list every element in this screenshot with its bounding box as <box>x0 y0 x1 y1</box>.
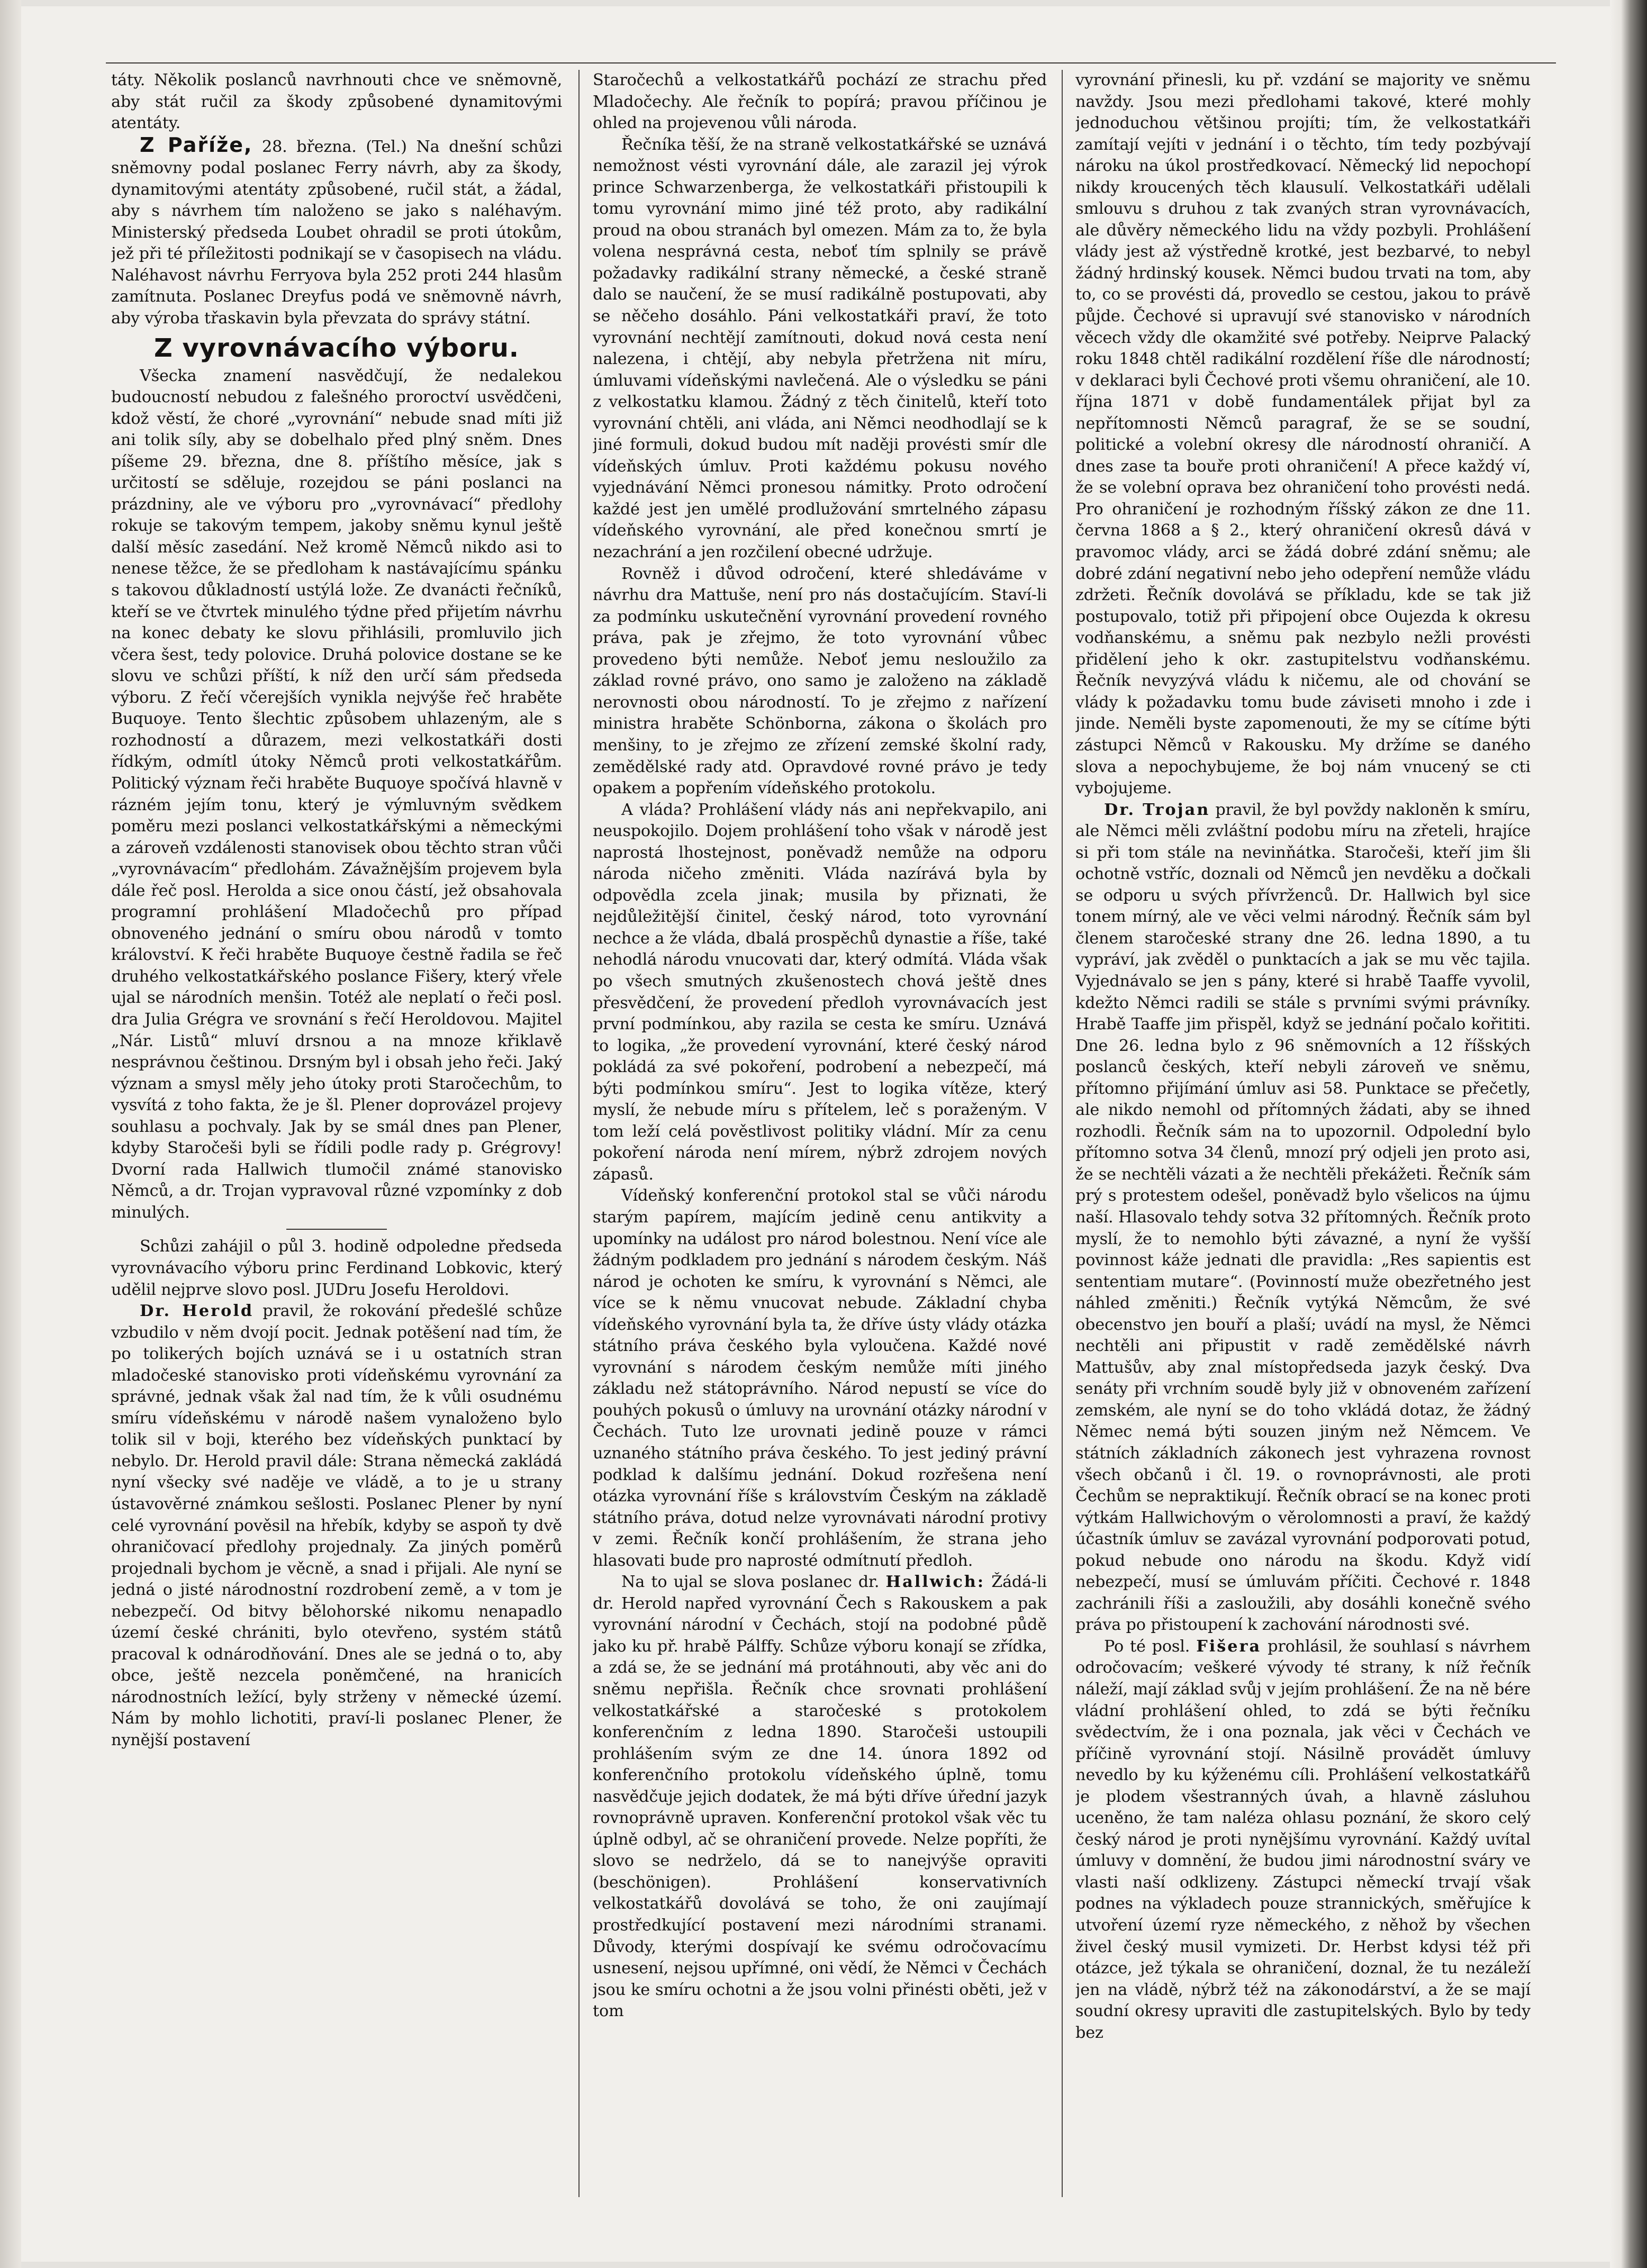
paragraph: A vláda? Prohlášení vlády nás ani nepřekvapilo, ani neuspokojilo. Dojem prohlášení toho však v národě jest naprostá lhostejnost, poněvadž nemůže na odporu národa ničeho změniti. Vláda nazírává byla by odpovědla zcela jinak; musila by přiznati, že nejdůležitější činitel, český národ, toto vyrovnání nechce a že vláda, dbalá prospěchů dynastie a říše, také nehodlá národu vnucovati dar, který odmítá. Vláda však po všech smutných zkušenostech chová ještě dnes přesvědčení, že provedení předloh vyrovnávacích jest první podmínkou, aby razila se cesta ke smíru. Uznává to logika, „že provedení vyrovnání, které český národ pokládá za své pokoření, podrobení a nebezpečí, má býti podmínkou smíru“. Jest to logika vítěze, který myslí, že nebude míru s přítelem, leč s poraženým. V tom leží celá pověstlivost politiky vládní. Mír za cenu pokoření národa není mírem, nýbrž zdrojem nových zápasů. <box>593 800 1047 1184</box>
speaker-name: Hallwich: <box>885 1573 985 1592</box>
paragraph-lead: Na to ujal se slova poslanec dr. <box>621 1573 880 1592</box>
paragraph: vyrovnání přinesli, ku př. vzdání se majority ve sněmu navždy. Jsou mezi předlohami takové, které mohly jednoduchou většinou projíti; tím, že velkostatkáři zamítají vejíti v jednání i o těchto, tím tedy pozbývají nároku na úkol prostředkovací. Německý lid nepochopí nikdy kroucených těch klausulí. Velkostatkáři udělali smlouvu s druhou z tak zvaných stran vyrovnávacích, ale důvěry německého lidu na vždy pozbyli. Prohlášení vlády jest až výstředně krotké, jest bezbarvé, to nebyl žádný hrdinský kousek. Němci budou trvati na tom, aby to, co se provésti dá, provedlo se cestou, jakou to právě půjde. Čechové si upravují své stanovisko v národních věcech vždy dle okamžité své potřeby. Neiprve Palacký roku 1848 chtěl radikální rozdělení říše dle národností; v deklaraci byli Čechové proti všemu ohraničení, ale 10. října 1871 v době fundamentálek přijat byl za nepřítomnosti Němců paragraf, že se se soudní, politické a volební okresy dle národností ohraničí. A dnes zase ta bouře proti ohraničení! A přece každý ví, že se volební oprava bez ohraničení toho provésti nedá. Pro ohraničení je rozhodným říšský zákon ze dne 11. června 1868 a § 2., který ohraničení okresů dává v pravomoc vlády, arci se žádá dobré zdání sněmu; ale dobré zdání negativní nebo jeho odepření nemůže vládu zdržeti. Řečník dovolává se příkladu, kde se tak již postupovalo, totiž při připojení obce Oujezda k okresu vodňanskému, a sněmu pak nezbylo nežli provésti přidělení jeho k okr. zastupitelstvu vodňanskému. Řečník nevyzývá vládu k ničemu, ale od chování se vlády k požadavku tomu bude záviseti mnoho i zde i jinde. Neměli byste zapomenouti, že my se cítíme býti zástupci Němců v Rakousku. My držíme se daného slova a nepochybujeme, že boj nám vnucený se cti vybojujeme. <box>1075 71 1531 798</box>
paragraph-lead: Po té posl. <box>1104 1637 1190 1656</box>
dateline: Z Paříže, <box>140 133 253 157</box>
top-rule <box>106 62 1556 63</box>
paragraph: táty. Několik poslanců navrhnouti chce ve sněmovně, aby stát ručil za škody způsobené dynamitovými atentáty. <box>111 71 562 133</box>
paragraph <box>1075 800 1531 1636</box>
paragraph <box>593 1572 1047 2022</box>
paragraph: Všecka znamení nasvědčují, že nedalekou budoucností nebudou z falešného proroctví usvědčeni, kdož věstí, že choré „vyrovnání“ nebude snad míti již ani tolik síly, aby se dobelhalo před plný sněm. Dnes píšeme 29. března, dne 8. příštího měsíce, jak s určitostí se sděluje, rozejdou se páni poslanci na prázdniny, ale ve výboru pro „vyrovnávací“ předlohy rokuje se takovým tempem, jakoby sněmu kynul ještě další měsíc zasedání. Než kromě Němců nikdo asi to nenese těžce, že se předloham k nastávajícímu spánku s takovou důkladností ustýlá lože. Ze dvanácti řečníků, kteří se ve čtvrtek minulého týdne před přijetím návrhu na konec debaty ke slovu přihlásili, promluvilo jich včera šest, tedy polovice. Druhá polovice dostane se ke slovu ve schůzi příští, k níž den určí sám předseda výboru. Z řečí včerejších vynikla nejvýše řeč hraběte Buquoye. Tento šlechtic způsobem uhlazeným, ale s rozhodností a důrazem, mezi velkostatkáři dosti řídkým, odmítl útoky Němců proti velkostatkářům. Politický význam řeči hraběte Buquoye spočívá hlavně v rázném jejím tonu, který je výmluvným svědkem poměru mezi poslanci velkostatkářskými a německými a zároveň vzdálenosti stanovisek obou těchto stran vůči „vyrovnávacím“ předlohám. Závažnějším projevem byla dále řeč posl. Herolda a sice onou částí, jež obsahovala programní prohlášení Mladočechů pro případ obnoveného jednání o smíru obou národů v tomto království. K řeči hraběte Buquoye čestně řadila se řeč druhého velkostatkářského poslance Fišery, který vřele ujal se národních menšin. Totéž ale neplatí o řeči posl. dra Julia Grégra ve srovnání s řečí Heroldovou. Majitel „Nár. Listů“ mluví drsnou a na mnoze křiklavě nesprávnou češtinou. Drsným byl i obsah jeho řeči. Jaký význam a smysl měly jeho útoky proti Staročechům, to vysvítá z toho fakta, že je šl. Plener doprovázel projevy souhlasu a pochvaly. Jak by se smál dnes pan Plener, kdyby Staročeši byli se řídili podle rady p. Grégrovy! Dvorní rada Hallwich tlumočil známé stanovisko Němců, a dr. Trojan vypravoval různé vzpomínky z dob minulých. <box>111 366 562 1222</box>
separator <box>286 1229 387 1230</box>
scan-edge-left <box>0 0 21 2268</box>
paragraph: Schůzi zahájil o půl 3. hodině odpoledne předseda vyrovnávacího výboru princ Ferdinand Lobkovic, který udělil nejprve slovo posl. JUDru Josefu Heroldovi. <box>111 1237 562 1299</box>
speaker-name: Fišera <box>1196 1637 1262 1656</box>
paragraph: Rovněž i důvod odročení, které shledáváme v návrhu dra Mattuše, není pro nás dostačujícím. Staví-li za podmínku uskutečnění vyrovnání provedení rovného práva, pak je zřejmo, že toto vyrovnání vůbec provedeno býti nemůže. Neboť jemu nesloužilo za základ rovné právo, ono samo je založeno na základě nerovnosti obou národností. To je zřejmo z nařízení ministra hraběte Schönborna, zákona o školách pro menšiny, to je zřejmo ze zřízení zemské školní rady, zemědělské rady atd. Opravdové rovné právo je tedy opakem a popřením vídeňského protokolu. <box>593 564 1047 798</box>
column-divider-2 <box>1062 70 1063 2197</box>
speaker-name: Dr. Herold <box>140 1302 254 1321</box>
paragraph <box>111 1301 562 1751</box>
paragraph-text: pravil, že byl povždy nakloněn k smíru, ale Němci měli zvláštní podobu míru na zřeteli, hrajíce si při tom stále na nevinňátka. Staročeši, kteří jim šli ochotně vstříc, doznali od Němců jen nevděku a dočkali se odporu u svých přívrženců. Dr. Hallwich byl sice tonem mírný, ale ve věci velmi národný. Řečník sám byl členem staročeské strany dne 26. ledna 1890, a tu vypráví, jak zvěděl o punktacích a jak se mu věc tajila. Vyjednávalo se jen s pány, které si hrabě Taaffe vyvolil, kdežto Němci radili se stále s prvními svými právníky. Hrabě Taaffe jim přispěl, když se jednání počalo kořititi. Dne 26. ledna bylo z 96 sněmovních a 12 říšských poslanců českých, kteří nebyli zároveň ve sněmu, přítomno přijímání úmluv asi 58. Punktace se přečetly, ale nikdo nemohl od přítomných žádati, aby se ihned rozhodli. Řečník sám na to upozornil. Odpolední bylo přítomno sotva 34 členů, mnozí prý odjeli jen proto asi, že se nechtěli vázati a že nechtěli překážeti. Řečník sám prý s protestem odešel, poněvadž bylo všelicos na újmu naší. Hlasovalo tehdy sotva 32 přítomných. Řečník proto myslí, že to nemohlo býti závazné, a nyní že vyšší povinnost káže jednati dle pravidla: „Res sapientis est sententiam mutare“. (Povinností muže obezřetného jest náhled změniti.) Řečník vytýká Němcům, že své obecenstvo jen bouří a plaší; uvádí na mysl, že Němci nechtěli ani připustit v radě zemědělské návrh Mattušův, aby znal místopředseda jazyk český. Dva senáty při vrchním soudě byly již v obnoveném zařízení zemském, ale nyní se do toho vkládá dotaz, že žádný Němec nemá býti souzen jiným než Němcem. Ve státních základních zákonech jest vyhrazena rovnost všech občanů i čl. 19. o rovnoprávnosti, ale proti Čechům se nepraktikují. Řečník obrací se na konec proti výtkám Hallwichovým o věrolomnosti a praví, že každý účastník úmluv se zavázal vyrovnání podporovati potud, pokud nebude ono národu na škodu. Když vidí nebezpečí, musí se úmluvám příčiti. Čechové r. 1848 zachránili říši a zasloužili, aby dosáhli konečně svého práva po přistoupení k zachování národnosti své. <box>1075 800 1531 1635</box>
speaker-name: Dr. Trojan <box>1104 800 1210 819</box>
article-heading: Z vyrovnávacího výboru. <box>153 333 520 363</box>
paragraph: Staročechů a velkostatkářů pochází ze strachu před Mladočechy. Ale řečník to popírá; pravou příčinou je ohled na projevenou vůli národa. <box>593 71 1047 133</box>
column-1 <box>111 70 562 2202</box>
paris-report <box>111 134 562 330</box>
paragraph-text: Na dnešní schůzi sněmovny podal poslanec Ferry návrh, aby za škody, dynamitovými atentáty způsobené, ručil stát, a žádal, aby s návrhem tím naloženo se jako s naléhavým. Ministerský předseda Loubet ohradil se proti útokům, jež při té příležitosti podnikají se v časopisech na vládu. Naléhavost návrhu Ferryova byla 252 proti 244 hlasům zamítnuta. Poslanec Dreyfus podá ve sněmovně návrh, aby výroba třaskavin byla převzata do správy státní. <box>111 137 562 328</box>
column-divider-1 <box>578 70 580 2197</box>
paragraph-text: prohlásil, že souhlasí s návrhem odročovacím; veškeré vývody té strany, k níž řečník náleží, mají základ svůj v jejím prohlášení. Že na ně bére vládní prohlášení ohled, to zdá se býti řečníku svědectvím, že i ona poznala, jak věci v Čechách ve příčině vyrovnání stojí. Násilně provádět úmluvy nevedlo by ku kýženému cíli. Prohlášení velkostatkářů je plodem všestranných úvah, a hlavně zásluhou uceněno, že tam naléza ohlasu poznání, že skoro celý český národ je proti nynějšímu vyrovnání. Každý uvítal úmluvy v domnění, že budou jimi národnostní sváry ve vlasti naší odklizeny. Zástupci německí trvají však podnes na výkladech pouze strannických, směřujíce k utvoření území ryze německého, z něhož by všechen živel český musil vymizeti. Dr. Herbst kdysi též při otázce, jež týkala se ohraničení, doznal, že tu nezáleží jen na vládě, nýbrž též na zákonodárství, a že se mají soudní okresy upraviti dle zastupitelských. Bylo by tedy bez <box>1075 1637 1531 2042</box>
paragraph-text: Žádá-li dr. Herold napřed vyrovnání Čech s Rakouskem a pak vyrovnání národní v Čechách, stojí na podobné půdě jako ku př. hrabě Pálffy. Schůze výboru konají se zřídka, a zdá se, že se jednání má protáhnouti, aby věc ani do sněmu nepřišla. Řečník chce srovnati prohlášení velkostatkářské a staročeské s protokolem konferenčním z ledna 1890. Staročeši ustoupili prohlášením svým ze dne 14. února 1892 od konferenčního protokolu vídeňského úplně, tomu nasvědčuje jejich dodatek, že má býti dříve úřední jazyk rovnoprávně upraven. Konferenční protokol však věc tu úplně odbyl, ač se ohraničení provede. Nelze popříti, že slovo se nedrželo, dá se to nanejvýše opraviti (beschönigen). Prohlášení konservativních velkostatkářů dovolává se toho, že oni zaujímají prostředkující postavení mezi národními stranami. Důvody, kterými dospívají ke svému odročovacímu usnesení, nejsou upřímné, oni vědí, že Němci v Čechách jsou ke smíru ochotni a že jsou volni přinésti oběti, jež v tom <box>593 1573 1047 2021</box>
paragraph-text: pravil, že rokování předešlé schůze vzbudilo v něm dvojí pocit. Jednak potěšení nad tím, že po tolikerých bojích uznává se i u ostatních stran mladočeské stanovisko proti vídeňskému vyrovnání za správné, jednak však žal nad tím, že k vůli osudnému smíru vídeňskému v národě našem vynaloženo bylo tolik sil v boji, kterého bez vídeňských punktací by nebylo. Dr. Herold pravil dále: Strana německá zakládá nyní všecky své naděje ve vládě, a to je u strany ústavověrné známkou sešlosti. Poslanec Plener by nyní celé vyrovnání pověsil na hřebík, kdyby se aspoň ty dvě ohraničovací předlohy projednaly. Za jiných poměrů projednali bychom je věcně, a snad i přijali. Ale nyní se jedná o jisté národnostní rozdrobení země, a v tom je nebezpečí. Od bitvy bělohorské nikomu nenapadlo území české chrániti, bylo otevřeno, systém států pracoval k odnárodňování. Dnes ale se jedná o to, aby obce, ještě nezcela poněmčené, na hranicích národnostních ležící, byly strženy v německé území. Nám by mohlo lichotiti, praví-li poslanec Plener, že nynější postavení <box>111 1302 562 1750</box>
paragraph: Řečníka těší, že na straně velkostatkářské se uznává nemožnost vésti vyrovnání dále, ale zarazil jej výrok prince Schwarzenberga, že velkostatkáři přistoupili k tomu vyrovnání mimo jiné též proto, aby radikální proud na obou stranách byl omezen. Mám za to, že byla volena nesprávná cesta, neboť tím splnily se právě požadavky radikální strany německé, a české straně dalo se naučení, že se musí radikálně postupovati, aby se něčeho dosáhlo. Páni velkostatkáři praví, že toto vyrovnání nechtějí zamítnouti, dokud nová cesta není nalezena, i chtějí, aby nebyla přetržena nit míru, úmluvami vídeňskými navlečená. Ale o výsledku se páni z velkostatku klamou. Žádný z těch činitelů, kteří toto vyrovnání chtěli, ani vláda, ani Němci neodhodlají se k jiné formuli, dokud budou mít naději provésti smír dle vídeňských úmluv. Proti každému pokusu nového vyjednávání Němci pronesou námitky. Proto odročení každé jest jen umělé prodlužování smrtelného zápasu vídeňského vyrovnání, ale před konečnou smrtí je nezachrání a jen rozčilení obecné udržuje. <box>593 135 1047 562</box>
column-2 <box>593 70 1047 2202</box>
scan-edge-right <box>1610 0 1647 2268</box>
paragraph: Vídeňský konferenční protokol stal se vůči národu starým papírem, majícím jedině cenu antikvity a upomínky na událost pro národ bolestnou. Není více ale žádným podkladem pro jednání s národem českým. Náš národ je ochoten ke smíru, k vyrovnání s Němci, ale více se k němu vnucovat nebude. Základní chyba vídeňského vyrovnání byla ta, že dříve ústy vlády otázka státního práva českého byla vyloučena. Každé nové vyrovnání s národem českým nemůže míti jiného základu než státoprávního. Národ nepustí se více do pouhých pokusů o úmluvy na urovnání otázky národní v Čechách. Tuto lze urovnati jedině pouze v rámci uznaného státního práva českého. To jest jediný právní podklad k dalšímu jednání. Dokud rozřešena není otázka vyrovnání říše s královstvím Českým na základě státního práva, dotud nelze vyrovnávati národní protivy v zemi. Řečník končí prohlášením, že strana jeho hlasovati bude pro naprosté odmítnutí předloh. <box>593 1186 1047 1570</box>
column-3 <box>1075 70 1531 2202</box>
date: 28. března. (Tel.) <box>262 137 407 156</box>
paragraph <box>1075 1636 1531 2044</box>
